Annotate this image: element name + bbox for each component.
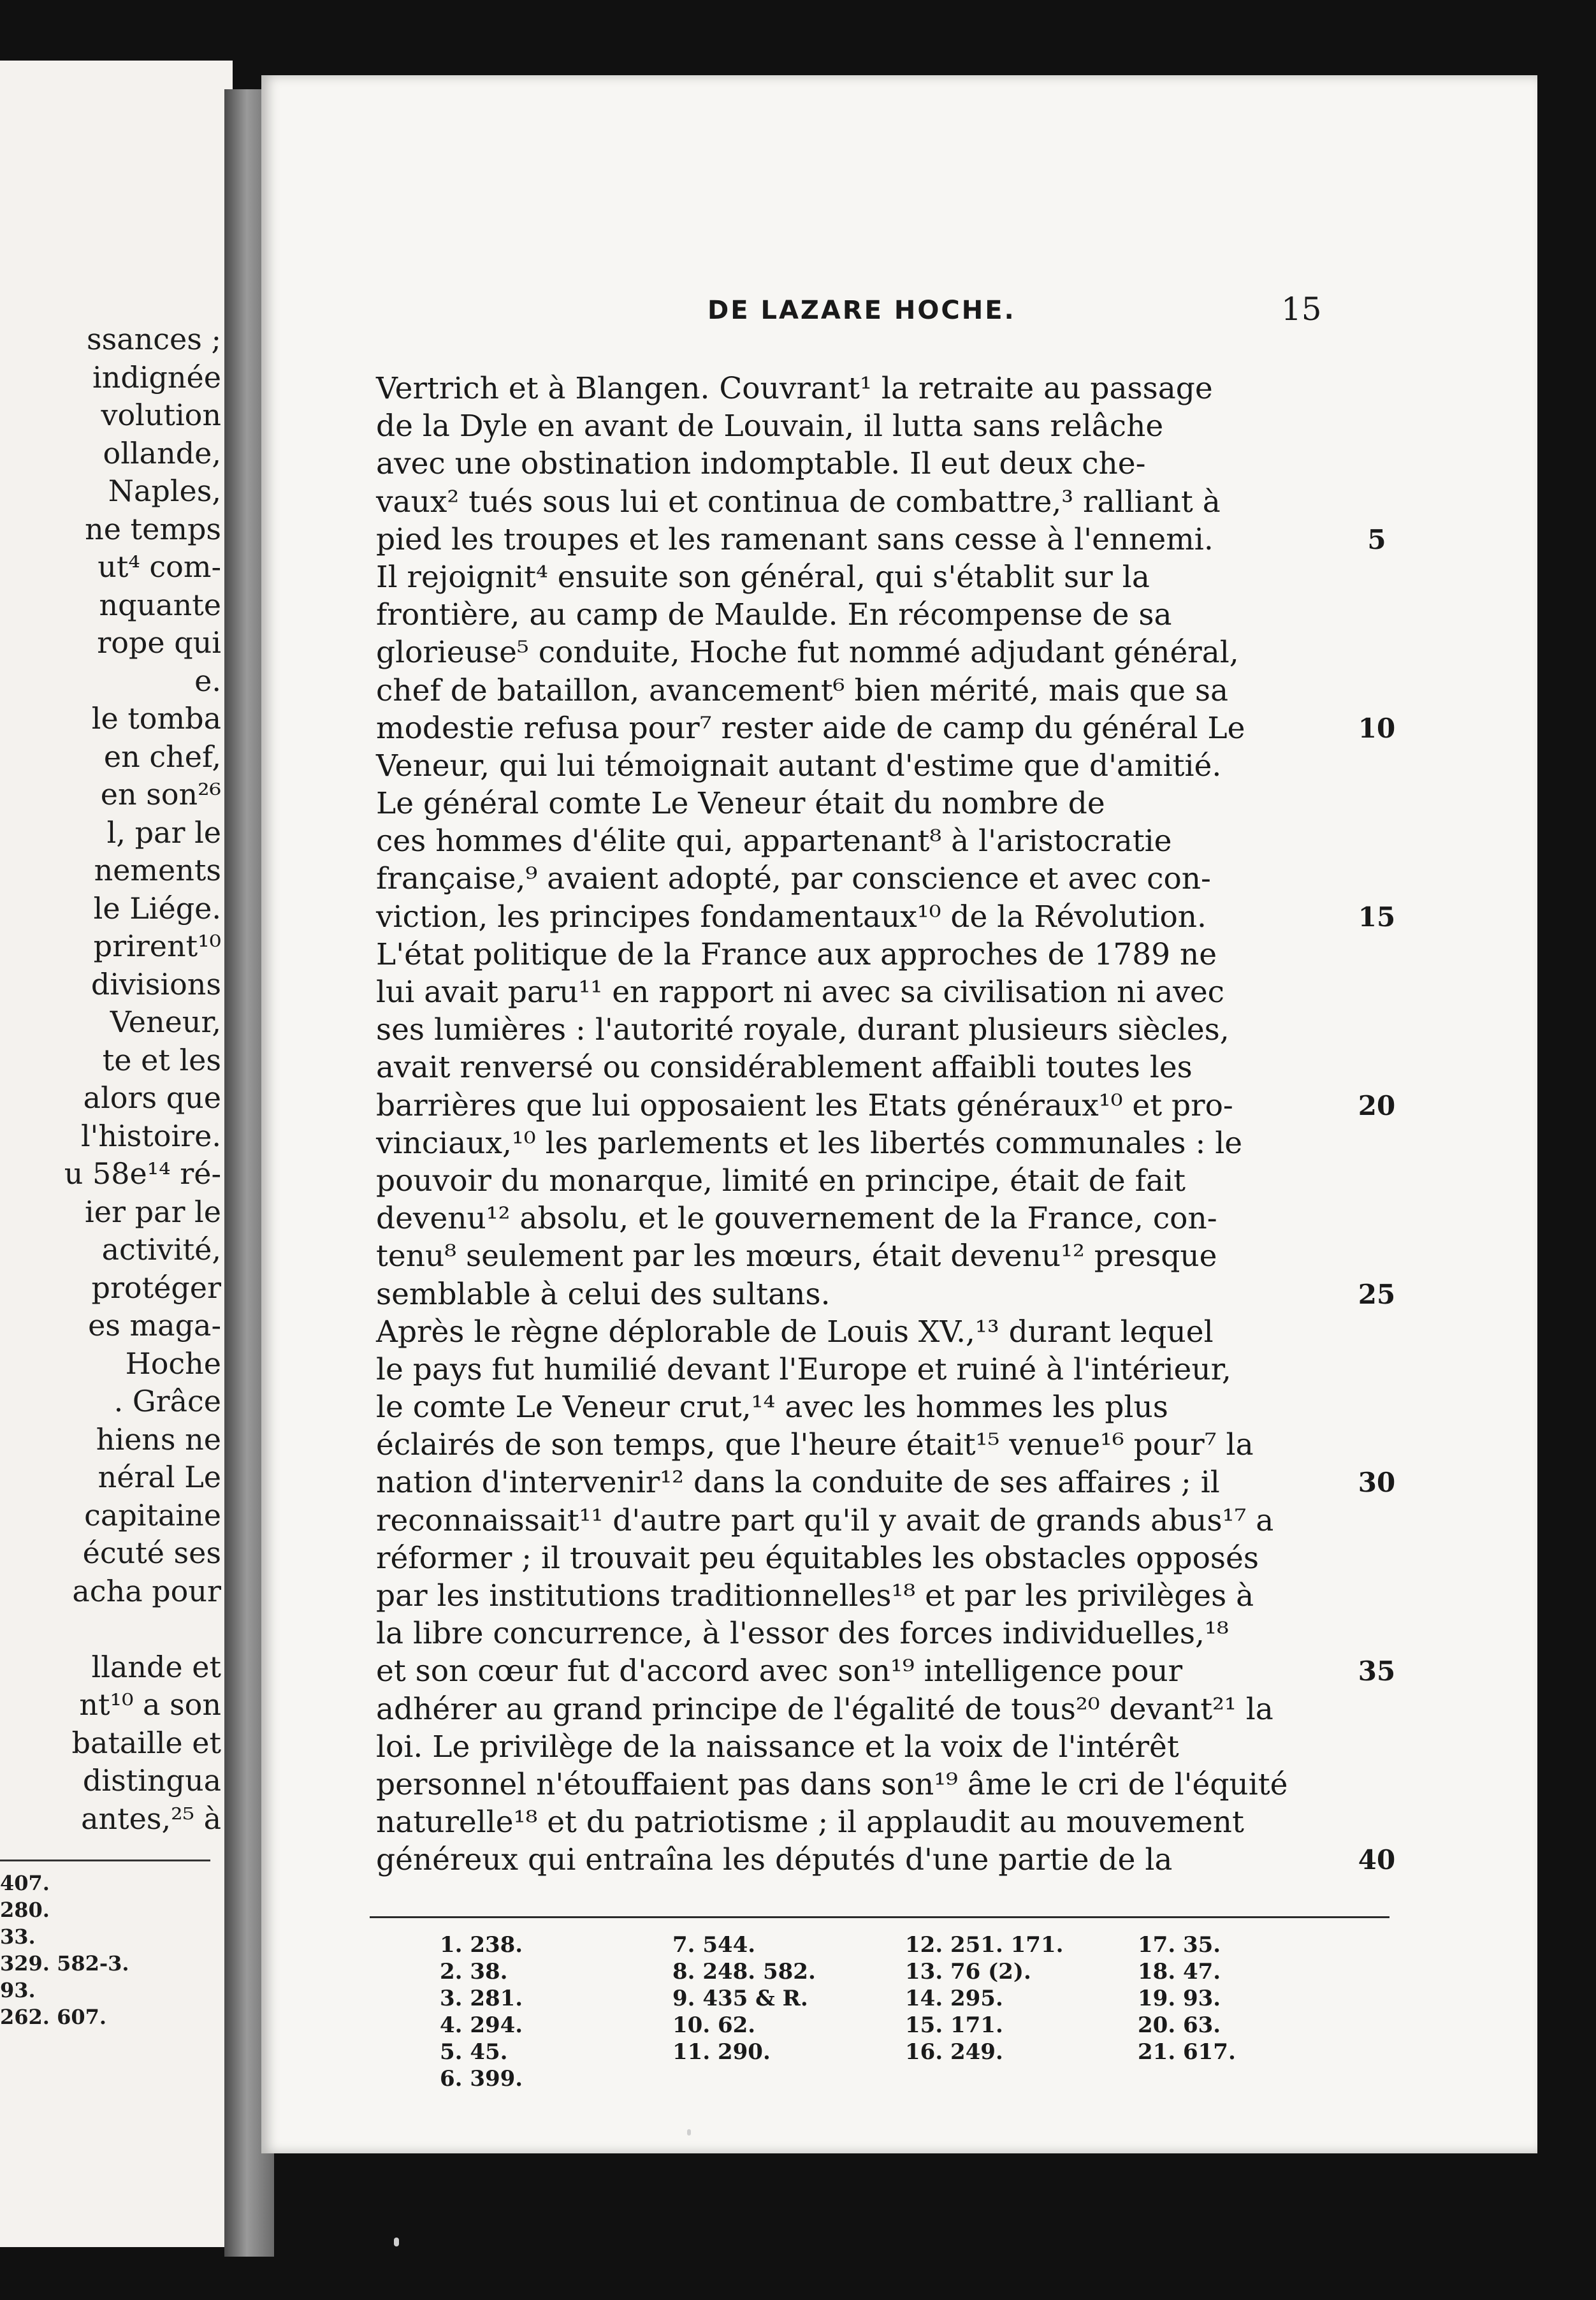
line-number: 35 bbox=[1358, 1656, 1396, 1687]
line-number-slot bbox=[1338, 558, 1415, 596]
left-footnote-item: 93. bbox=[0, 1978, 36, 2002]
dust-speck bbox=[394, 2238, 399, 2246]
line-number-slot bbox=[1338, 1351, 1415, 1388]
text-line: de la Dyle en avant de Louvain, il lutta sans relâche bbox=[376, 409, 1164, 444]
text-line: tenu⁸ seulement par les mœurs, était devenu¹² presque bbox=[376, 1239, 1217, 1274]
line-number: 20 bbox=[1358, 1089, 1396, 1121]
line-number-slot bbox=[1338, 1011, 1415, 1049]
line-number-slot bbox=[1338, 1237, 1415, 1275]
text-line: naturelle¹⁸ et du patriotisme ; il applaudit au mouvement bbox=[376, 1805, 1244, 1840]
left-text-line: es maga- bbox=[88, 1308, 221, 1343]
line-number-slot bbox=[1338, 1691, 1415, 1728]
left-text-line: le Liége. bbox=[93, 891, 221, 926]
line-number-slot bbox=[1338, 1615, 1415, 1652]
left-text-line: hiens ne bbox=[96, 1422, 221, 1457]
text-line: personnel n'étouffaient pas dans son¹⁹ âme le cri de l'équité bbox=[376, 1766, 1288, 1802]
text-line: et son cœur fut d'accord avec son¹⁹ intelligence pour bbox=[376, 1654, 1183, 1689]
text-line: éclairés de son temps, que l'heure était¹⁵ venue¹⁶ pour⁷ la bbox=[376, 1427, 1254, 1463]
line-number: 5 bbox=[1367, 523, 1386, 555]
footnote-item: 18. 47. bbox=[1138, 1959, 1221, 1984]
text-line: Veneur, qui lui témoignait autant d'estime que d'amitié. bbox=[376, 748, 1222, 783]
text-line: réformer ; il trouvait peu équitables les obstacles opposés bbox=[376, 1540, 1259, 1576]
left-text-line: ier par le bbox=[85, 1194, 221, 1229]
left-text-line: protéger bbox=[91, 1270, 221, 1305]
line-number-slot bbox=[1338, 1577, 1415, 1615]
text-line: Vertrich et à Blangen. Couvrant¹ la retraite au passage bbox=[376, 371, 1213, 406]
line-number-slot bbox=[1338, 1125, 1415, 1162]
left-text-line: Naples, bbox=[108, 474, 221, 508]
left-footnote-item: 280. bbox=[0, 1898, 50, 1922]
left-text-line: . Grâce bbox=[113, 1384, 221, 1418]
footnote-column bbox=[1138, 1932, 1370, 2092]
line-numbers-margin bbox=[1338, 370, 1415, 1879]
footnote-item: 6. 399. bbox=[440, 2066, 523, 2092]
text-line: vinciaux,¹⁰ les parlements et les libertés communales : le bbox=[376, 1125, 1243, 1161]
left-text-line: llande et bbox=[91, 1649, 221, 1684]
footnote-column bbox=[905, 1932, 1138, 2092]
left-text-line: activité, bbox=[101, 1232, 221, 1267]
footnote-column bbox=[672, 1932, 905, 2092]
line-number-slot bbox=[1338, 747, 1415, 785]
text-line: le comte Le Veneur crut,¹⁴ avec les hommes les plus bbox=[376, 1390, 1168, 1425]
footnote-item: 15. 171. bbox=[905, 2012, 1003, 2038]
left-footnote-item: 329. 582-3. bbox=[0, 1951, 129, 1976]
text-line: semblable à celui des sultans. bbox=[376, 1276, 831, 1312]
line-number-slot bbox=[1338, 1766, 1415, 1803]
line-number-slot bbox=[1338, 672, 1415, 710]
left-text-line: nements bbox=[94, 853, 221, 887]
line-number-slot bbox=[1338, 1426, 1415, 1464]
left-text-line: alors que bbox=[83, 1081, 221, 1115]
left-footnote-item: 33. bbox=[0, 1925, 36, 1949]
text-line: vaux² tués sous lui et continua de combattre,³ ralliant à bbox=[376, 484, 1221, 520]
left-text-line: Veneur, bbox=[110, 1005, 221, 1039]
footnote-item: 14. 295. bbox=[905, 1986, 1003, 2011]
line-number: 40 bbox=[1358, 1844, 1396, 1876]
footnotes bbox=[440, 1932, 1396, 2092]
line-number-slot bbox=[1338, 483, 1415, 521]
left-text-line: en son²⁶ bbox=[100, 777, 221, 812]
left-text-line: ssances ; bbox=[87, 322, 221, 356]
left-text-line: u 58e¹⁴ ré- bbox=[64, 1156, 221, 1191]
left-text-line: prirent¹⁰ bbox=[93, 929, 221, 963]
footnote-item: 20. 63. bbox=[1138, 2012, 1221, 2038]
line-number-slot bbox=[1338, 1049, 1415, 1086]
left-text-line: indignée bbox=[92, 360, 221, 395]
line-number-slot bbox=[1338, 785, 1415, 822]
left-text-line: capitaine bbox=[84, 1497, 221, 1532]
left-text-line: te et les bbox=[102, 1042, 221, 1077]
line-number-slot bbox=[1338, 822, 1415, 860]
text-line: L'état politique de la France aux approches de 1789 ne bbox=[376, 936, 1217, 972]
running-head: DE LAZARE HOCHE. bbox=[707, 296, 1016, 325]
footnote-item: 13. 76 (2). bbox=[905, 1959, 1031, 1984]
line-number-slot bbox=[1338, 634, 1415, 671]
left-text-line: divisions bbox=[91, 966, 221, 1001]
left-text-line: le tomba bbox=[91, 701, 221, 736]
text-line: frontière, au camp de Maulde. En récompense de sa bbox=[376, 597, 1172, 633]
line-number-slot bbox=[1338, 407, 1415, 445]
text-line: modestie refusa pour⁷ rester aide de camp du général Le bbox=[376, 710, 1245, 746]
text-line: Il rejoignit⁴ ensuite son général, qui s'établit sur la bbox=[376, 559, 1150, 595]
page-number: 15 bbox=[1281, 291, 1322, 328]
left-text-line: écuté ses bbox=[82, 1536, 221, 1570]
line-number-slot bbox=[1338, 860, 1415, 898]
footnote-item: 1. 238. bbox=[440, 1932, 523, 1958]
text-line: le pays fut humilié devant l'Europe et ruiné à l'intérieur, bbox=[376, 1351, 1231, 1387]
text-line: lui avait paru¹¹ en rapport ni avec sa civilisation ni avec bbox=[376, 975, 1224, 1010]
line-number-slot bbox=[1338, 1539, 1415, 1577]
footnote-item: 19. 93. bbox=[1138, 1986, 1221, 2011]
text-line: glorieuse⁵ conduite, Hoche fut nommé adjudant général, bbox=[376, 635, 1239, 671]
text-line: barrières que lui opposaient les Etats généraux¹⁰ et pro- bbox=[376, 1088, 1233, 1123]
right-page bbox=[261, 75, 1537, 2153]
footnote-item: 12. 251. 171. bbox=[905, 1932, 1064, 1958]
dust-speck bbox=[687, 2129, 691, 2136]
footnote-column bbox=[440, 1932, 672, 2092]
footnote-item: 4. 294. bbox=[440, 2012, 523, 2038]
text-line: nation d'intervenir¹² dans la conduite de ses affaires ; il bbox=[376, 1465, 1220, 1501]
line-number-slot bbox=[1338, 973, 1415, 1011]
left-text-line: e. bbox=[194, 663, 221, 698]
line-number: 30 bbox=[1358, 1467, 1396, 1499]
left-footnote-rule bbox=[0, 1860, 210, 1861]
text-line: par les institutions traditionnelles¹⁸ et par les privilèges à bbox=[376, 1578, 1254, 1613]
line-number: 10 bbox=[1358, 712, 1396, 744]
line-number-slot bbox=[1338, 936, 1415, 973]
left-text-line: néral Le bbox=[98, 1460, 221, 1494]
text-line: devenu¹² absolu, et le gouvernement de la France, con- bbox=[376, 1201, 1217, 1237]
left-text-line: distingua bbox=[82, 1763, 221, 1798]
footnote-item: 21. 617. bbox=[1138, 2039, 1236, 2065]
text-line: ses lumières : l'autorité royale, durant plusieurs siècles, bbox=[376, 1012, 1230, 1048]
text-line: avait renversé ou considérablement affaibli toutes les bbox=[376, 1050, 1193, 1086]
left-text-line: rope qui bbox=[97, 625, 221, 660]
text-line: la libre concurrence, à l'essor des forces individuelles,¹⁸ bbox=[376, 1616, 1229, 1652]
left-text-line: nquante bbox=[99, 587, 221, 622]
left-footnote-item: 407. bbox=[0, 1871, 50, 1895]
text-line: française,⁹ avaient adopté, par conscience et avec con- bbox=[376, 861, 1211, 897]
text-line: loi. Le privilège de la naissance et la voix de l'intérêt bbox=[376, 1729, 1179, 1765]
footnote-item: 3. 281. bbox=[440, 1986, 523, 2011]
line-number-slot bbox=[1338, 1313, 1415, 1351]
line-number-slot bbox=[1338, 1388, 1415, 1426]
footnote-item: 2. 38. bbox=[440, 1959, 508, 1984]
footnote-item: 8. 248. 582. bbox=[672, 1959, 816, 1984]
left-text-line: ollande, bbox=[103, 435, 221, 470]
footnote-item: 16. 249. bbox=[905, 2039, 1003, 2065]
text-line: viction, les principes fondamentaux¹⁰ de la Révolution. bbox=[376, 899, 1207, 935]
line-number-slot bbox=[1338, 1200, 1415, 1237]
left-footnote-item: 262. 607. bbox=[0, 2005, 107, 2029]
left-text-line: l'histoire. bbox=[80, 1118, 221, 1153]
text-line: généreux qui entraîna les députés d'une partie de la bbox=[376, 1842, 1173, 1878]
text-line: reconnaissait¹¹ d'autre part qu'il y avait de grands abus¹⁷ a bbox=[376, 1503, 1274, 1538]
left-page-fragment bbox=[0, 61, 233, 2247]
text-line: chef de bataillon, avancement⁶ bien mérité, mais que sa bbox=[376, 673, 1228, 708]
footnote-rule bbox=[370, 1916, 1389, 1918]
line-number-slot bbox=[1338, 596, 1415, 634]
left-text-line: volution bbox=[101, 398, 221, 432]
left-text-line: bataille et bbox=[71, 1725, 221, 1760]
text-line: pied les troupes et les ramenant sans cesse à l'ennemi. bbox=[376, 521, 1214, 557]
text-line: ces hommes d'élite qui, appartenant⁸ à l'aristocratie bbox=[376, 824, 1172, 859]
left-text-line: acha pour bbox=[72, 1573, 221, 1608]
left-text-line: l, par le bbox=[106, 815, 221, 850]
text-line: pouvoir du monarque, limité en principe, était de fait bbox=[376, 1163, 1186, 1198]
left-text-line: nt¹⁰ a son bbox=[79, 1687, 221, 1722]
left-text-line: en chef, bbox=[103, 739, 221, 774]
footnote-item: 7. 544. bbox=[672, 1932, 756, 1958]
line-number: 25 bbox=[1358, 1278, 1396, 1310]
line-number: 15 bbox=[1358, 901, 1396, 933]
footnote-item: 10. 62. bbox=[672, 2012, 756, 2038]
left-text-line: ne temps bbox=[85, 511, 221, 546]
line-number-slot bbox=[1338, 1803, 1415, 1841]
page-header bbox=[261, 291, 1537, 329]
footnote-item: 17. 35. bbox=[1138, 1932, 1221, 1958]
footnote-item: 9. 435 & R. bbox=[672, 1986, 808, 2011]
line-number-slot bbox=[1338, 370, 1415, 407]
text-line: Le général comte Le Veneur était du nombre de bbox=[376, 786, 1105, 822]
left-text-line: ut⁴ com- bbox=[98, 550, 221, 584]
line-number-slot bbox=[1338, 445, 1415, 483]
left-text-line: antes,²⁵ à bbox=[81, 1801, 221, 1836]
footnote-item: 5. 45. bbox=[440, 2039, 508, 2065]
line-number-slot bbox=[1338, 1728, 1415, 1766]
line-number-slot bbox=[1338, 1162, 1415, 1200]
left-text-line: Hoche bbox=[125, 1346, 221, 1381]
text-line: avec une obstination indomptable. Il eut deux che- bbox=[376, 446, 1146, 482]
footnote-item: 11. 290. bbox=[672, 2039, 771, 2065]
line-number-slot bbox=[1338, 1502, 1415, 1539]
text-line: Après le règne déplorable de Louis XV.,¹³ durant lequel bbox=[376, 1314, 1214, 1350]
text-line: adhérer au grand principe de l'égalité de tous²⁰ devant²¹ la bbox=[376, 1691, 1273, 1727]
